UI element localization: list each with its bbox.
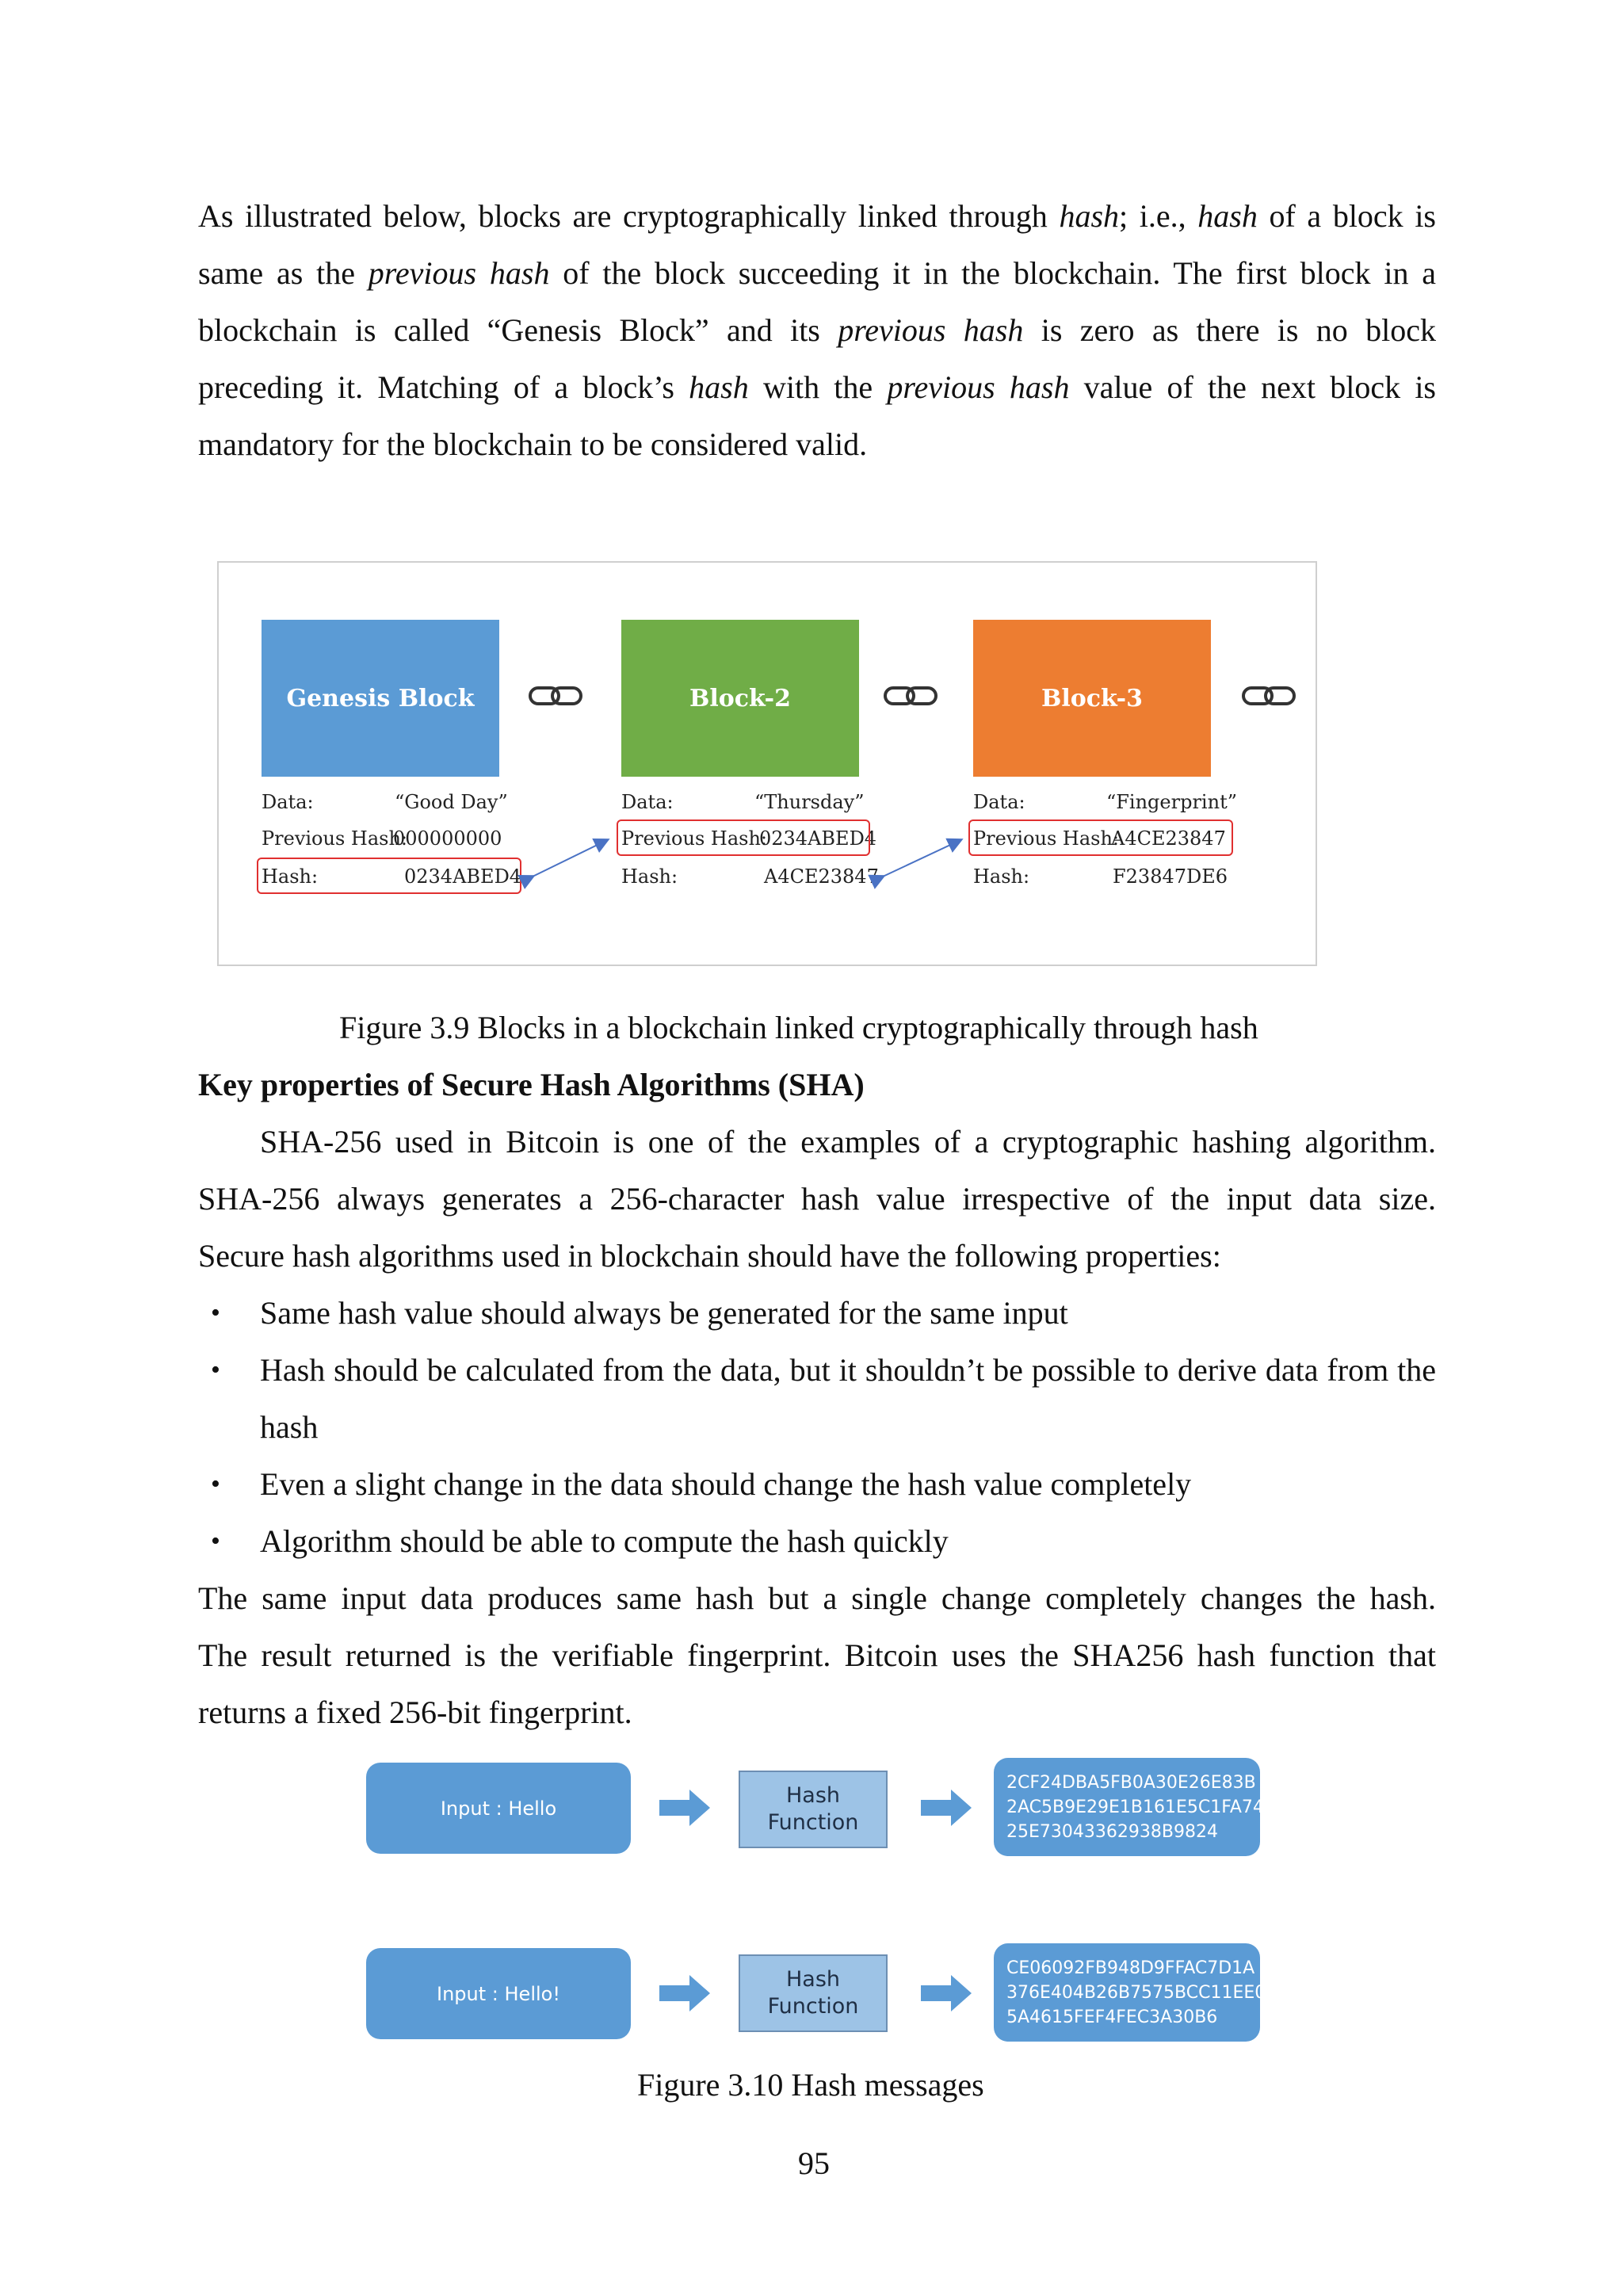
- section-paragraph-line: Secure hash algorithms used in blockchain should have the following properties:: [198, 1238, 1221, 1274]
- bullet-dot: •: [211, 1355, 220, 1385]
- page-number: 95: [798, 2145, 830, 2181]
- block-hash-label: Hash:: [262, 865, 319, 888]
- hash-output-box: [994, 1758, 1264, 1856]
- block-prev-hash-value: 000000000: [393, 827, 502, 850]
- block-prev-hash-value: 0234ABED4: [759, 827, 877, 850]
- section-paragraph-line: The same input data produces same hash but a single change completely changes the hash.: [198, 1580, 1436, 1616]
- intro-line-3: blockchain is called “Genesis Block” and its previous hash is zero as there is no block: [198, 312, 1436, 348]
- bullet-item: Even a slight change in the data should change the hash value completely: [260, 1466, 1192, 1502]
- hash-output-line: 25E73043362938B9824: [1006, 1821, 1218, 1842]
- bullet-dot: •: [211, 1298, 220, 1328]
- figure-caption: Figure 3.9 Blocks in a blockchain linked cryptographically through hash: [339, 1010, 1258, 1045]
- block-2: Block-2: [621, 620, 859, 777]
- right-arrow-icon: [659, 1790, 710, 1826]
- hash-output-line: 2CF24DBA5FB0A30E26E83B: [1006, 1772, 1256, 1793]
- hash-output-line: 376E404B26B7575BCC11EE0: [1006, 1982, 1266, 2003]
- block-hash-label: Hash:: [621, 865, 678, 888]
- block-3: Block-3: [973, 620, 1211, 777]
- block-hash-value: 0234ABED4: [404, 865, 522, 888]
- arrow-line: [883, 840, 960, 877]
- hash-output-box: [994, 1943, 1266, 2042]
- section-paragraph-line: returns a fixed 256-bit fingerprint.: [198, 1694, 632, 1730]
- block-hash-value: A4CE23847: [764, 865, 879, 888]
- figure-caption: Figure 3.10 Hash messages: [637, 2067, 984, 2103]
- genesis-block: Genesis Block: [262, 620, 499, 777]
- hash-output-line: 2AC5B9E29E1B161E5C1FA74: [1006, 1797, 1264, 1817]
- bullet-item: Hash should be calculated from the data, but it shouldn’t be possible to derive data from the hash: [260, 1352, 1436, 1445]
- bullet-item: Same hash value should always be generated for the same input: [260, 1295, 1068, 1331]
- input-box: Input : Hello!: [366, 1948, 631, 2039]
- hash-function-box: [739, 1771, 888, 1848]
- section-paragraph-line: SHA-256 used in Bitcoin is one of the examples of a cryptographic hashing algorithm.: [260, 1124, 1436, 1159]
- hash-function-line: Hash: [785, 1967, 841, 1992]
- block-data-label: Data:: [262, 791, 314, 813]
- hash-function-line: Function: [767, 1994, 859, 2019]
- hash-output-line: CE06092FB948D9FFAC7D1A: [1006, 1958, 1255, 1978]
- block-hash-label: Hash:: [973, 865, 1030, 888]
- bullet-dot: •: [211, 1469, 220, 1499]
- hash-function-box: [739, 1954, 888, 2032]
- block-data-label: Data:: [621, 791, 674, 813]
- block-prev-hash-label: Previous Hash:: [621, 827, 768, 850]
- bullet-dot: •: [211, 1526, 220, 1556]
- hash-function-line: Function: [767, 1810, 859, 1835]
- block-hash-value: F23847DE6: [1113, 865, 1228, 888]
- intro-line-2: same as the previous hash of the block succeeding it in the blockchain. The first block in a: [198, 255, 1437, 291]
- intro-line-1: As illustrated below, blocks are cryptographically linked through hash; i.e., hash of a block is: [198, 198, 1437, 234]
- section-paragraph-line: The result returned is the verifiable fingerprint. Bitcoin uses the SHA256 hash function that: [198, 1637, 1436, 1673]
- right-arrow-icon: [921, 1975, 972, 2011]
- block-data-value: “Good Day”: [395, 791, 508, 813]
- hash-output-line: 5A4615FEF4FEC3A30B6: [1006, 2007, 1218, 2027]
- block-prev-hash-value: A4CE23847: [1111, 827, 1226, 850]
- block-data-value: “Thursday”: [754, 791, 865, 813]
- hash-link-arrows: [219, 563, 1316, 965]
- intro-line-4: preceding it. Matching of a block’s hash with the previous hash value of the next block is: [198, 369, 1436, 405]
- section-heading: Key properties of Secure Hash Algorithms (SHA): [198, 1067, 865, 1102]
- block-prev-hash-label: Previous Hash:: [973, 827, 1120, 850]
- section-paragraph-line: SHA-256 always generates a 256-character hash value irrespective of the input data size.: [198, 1181, 1436, 1217]
- right-arrow-icon: [659, 1975, 710, 2011]
- block-data-value: “Fingerprint”: [1106, 791, 1237, 813]
- block-prev-hash-label: Previous Hash:: [262, 827, 408, 850]
- input-box: Input : Hello: [366, 1763, 631, 1854]
- hash-function-line: Hash: [785, 1783, 841, 1808]
- bullet-item: Algorithm should be able to compute the hash quickly: [260, 1523, 949, 1559]
- intro-line-5: mandatory for the blockchain to be considered valid.: [198, 426, 868, 462]
- right-arrow-icon: [921, 1790, 972, 1826]
- block-data-label: Data:: [973, 791, 1025, 813]
- arrow-line: [533, 840, 607, 877]
- blockchain-figure: [217, 561, 1317, 966]
